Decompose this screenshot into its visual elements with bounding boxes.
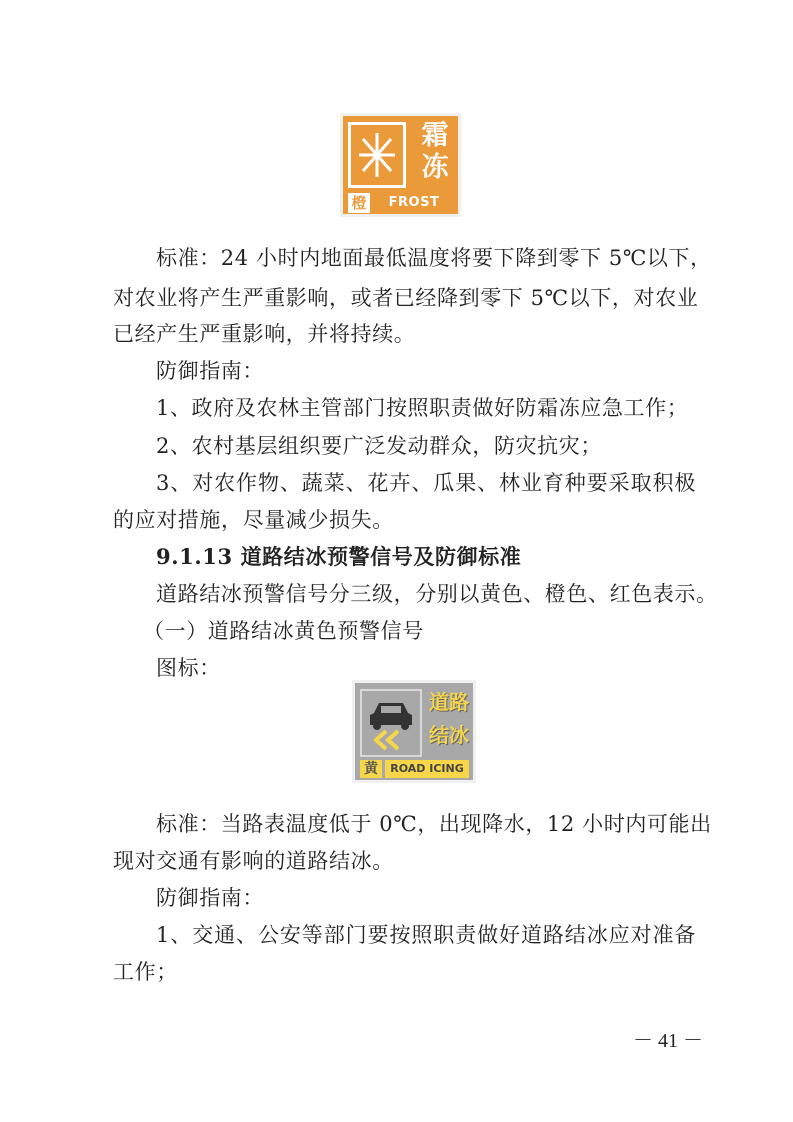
frost-icon-level: 橙	[348, 193, 370, 213]
icon-label: 图标：	[156, 656, 221, 680]
ice-guide-item: 1、交通、公安等部门要按照职责做好道路结冰应对准备	[156, 923, 696, 947]
ice-standard-line: 现对交通有影响的道路结冰。	[113, 849, 394, 873]
frost-guide-title: 防御指南：	[156, 359, 264, 383]
frost-icon-char: 冻	[421, 152, 449, 183]
slippery-car-icon	[360, 689, 422, 757]
ice-icon-english: ROAD ICING	[385, 760, 469, 778]
frost-icon-char: 霜	[421, 120, 449, 151]
frost-standard-line: 对农业将产生严重影响，或者已经降到零下 5℃以下，对农业	[113, 286, 699, 310]
ice-intro: 道路结冰预警信号分三级，分别以黄色、橙色、红色表示。	[156, 582, 718, 606]
ice-guide-title: 防御指南：	[156, 886, 264, 910]
ice-guide-item: 工作；	[113, 960, 178, 984]
page-number: － 41 －	[633, 1030, 703, 1052]
frost-icon-english: FROST	[373, 193, 455, 213]
frost-icon-chars	[413, 120, 457, 184]
road-icing-warning-icon	[352, 680, 476, 783]
frost-standard-line: 已经产生严重影响，并将持续。	[113, 322, 416, 346]
ice-standard-line: 标准：当路表温度低于 0℃，出现降水，12 小时内可能出	[156, 812, 712, 836]
frost-standard-line: 标准：24 小时内地面最低温度将要下降到零下 5℃以下，	[156, 246, 712, 270]
frost-guide-item: 的应对措施，尽量减少损失。	[113, 508, 394, 532]
ice-icon-level: 黄	[360, 760, 382, 778]
frost-symbol-icon	[348, 122, 406, 188]
ice-icon-char: 结冰	[429, 723, 469, 747]
frost-guide-item: 1、政府及农林主管部门按照职责做好防霜冻应急工作；	[156, 396, 689, 420]
section-heading: 9.1.13 道路结冰预警信号及防御标准	[156, 544, 522, 569]
ice-icon-char: 道路	[429, 690, 469, 714]
ice-icon-chars	[427, 686, 471, 752]
frost-guide-item: 3、对农作物、蔬菜、花卉、瓜果、林业育种要采取积极	[156, 471, 696, 495]
frost-guide-item: 2、农村基层组织要广泛发动群众，防灾抗灾；	[156, 434, 602, 458]
ice-subheading: （一）道路结冰黄色预警信号	[143, 619, 424, 643]
frost-warning-icon	[340, 113, 461, 217]
